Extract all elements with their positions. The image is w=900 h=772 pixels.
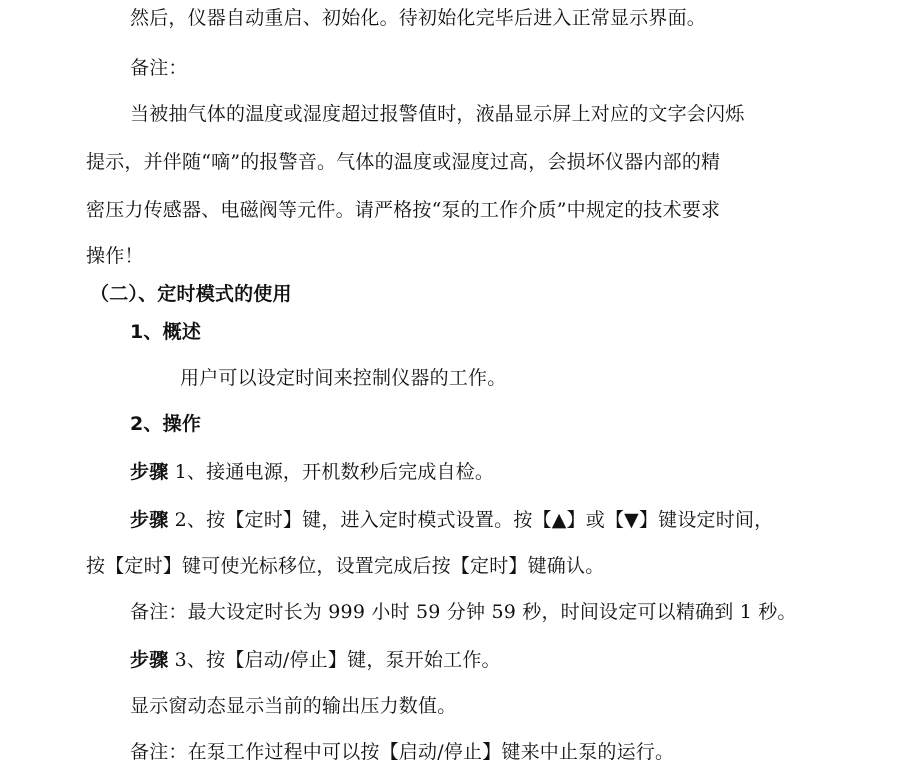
step-label: 步骤 [130,509,169,531]
paragraph-line: 显示窗动态显示当前的输出压力数值。 [130,695,457,717]
step-text: 3、按【启动/停止】键，泵开始工作。 [168,649,501,671]
paragraph-line: 用户可以设定时间来控制仪器的工作。 [180,367,507,389]
step-label: 步骤 [130,649,169,671]
note-line: 备注：最大设定时长为 999 小时 59 分钟 59 秒，时间设定可以精确到 1 秒。 [130,601,797,623]
paragraph-line: 密压力传感器、电磁阀等元件。请严格按“泵的工作介质”中规定的技术要求 [86,199,721,221]
step-line [130,648,501,672]
note-label: 备注： [130,57,188,79]
step-text: 2、按【定时】键，进入定时模式设置。按【▲】或【▼】键设定时间， [168,509,774,531]
step-label: 步骤 [130,461,169,483]
section-heading: （二）、定时模式的使用 [90,283,292,305]
step-line [130,508,773,532]
paragraph-line: 然后，仪器自动重启、初始化。待初始化完毕后进入正常显示界面。 [130,7,707,29]
step-text: 1、接通电源，开机数秒后完成自检。 [168,461,495,483]
paragraph-line: 当被抽气体的温度或湿度超过报警值时，液晶显示屏上对应的文字会闪烁 [130,103,745,125]
paragraph-line: 按【定时】键可使光标移位，设置完成后按【定时】键确认。 [86,555,605,577]
paragraph-line: 操作！ [86,245,144,267]
subsection-heading: 2、操作 [130,413,202,435]
note-line: 备注：在泵工作过程中可以按【启动/停止】键来中止泵的运行。 [130,741,675,763]
step-line [130,460,494,484]
subsection-heading: 1、概述 [130,321,202,343]
paragraph-line: 提示，并伴随“嘀”的报警音。气体的温度或湿度过高，会损坏仪器内部的精 [86,151,721,173]
